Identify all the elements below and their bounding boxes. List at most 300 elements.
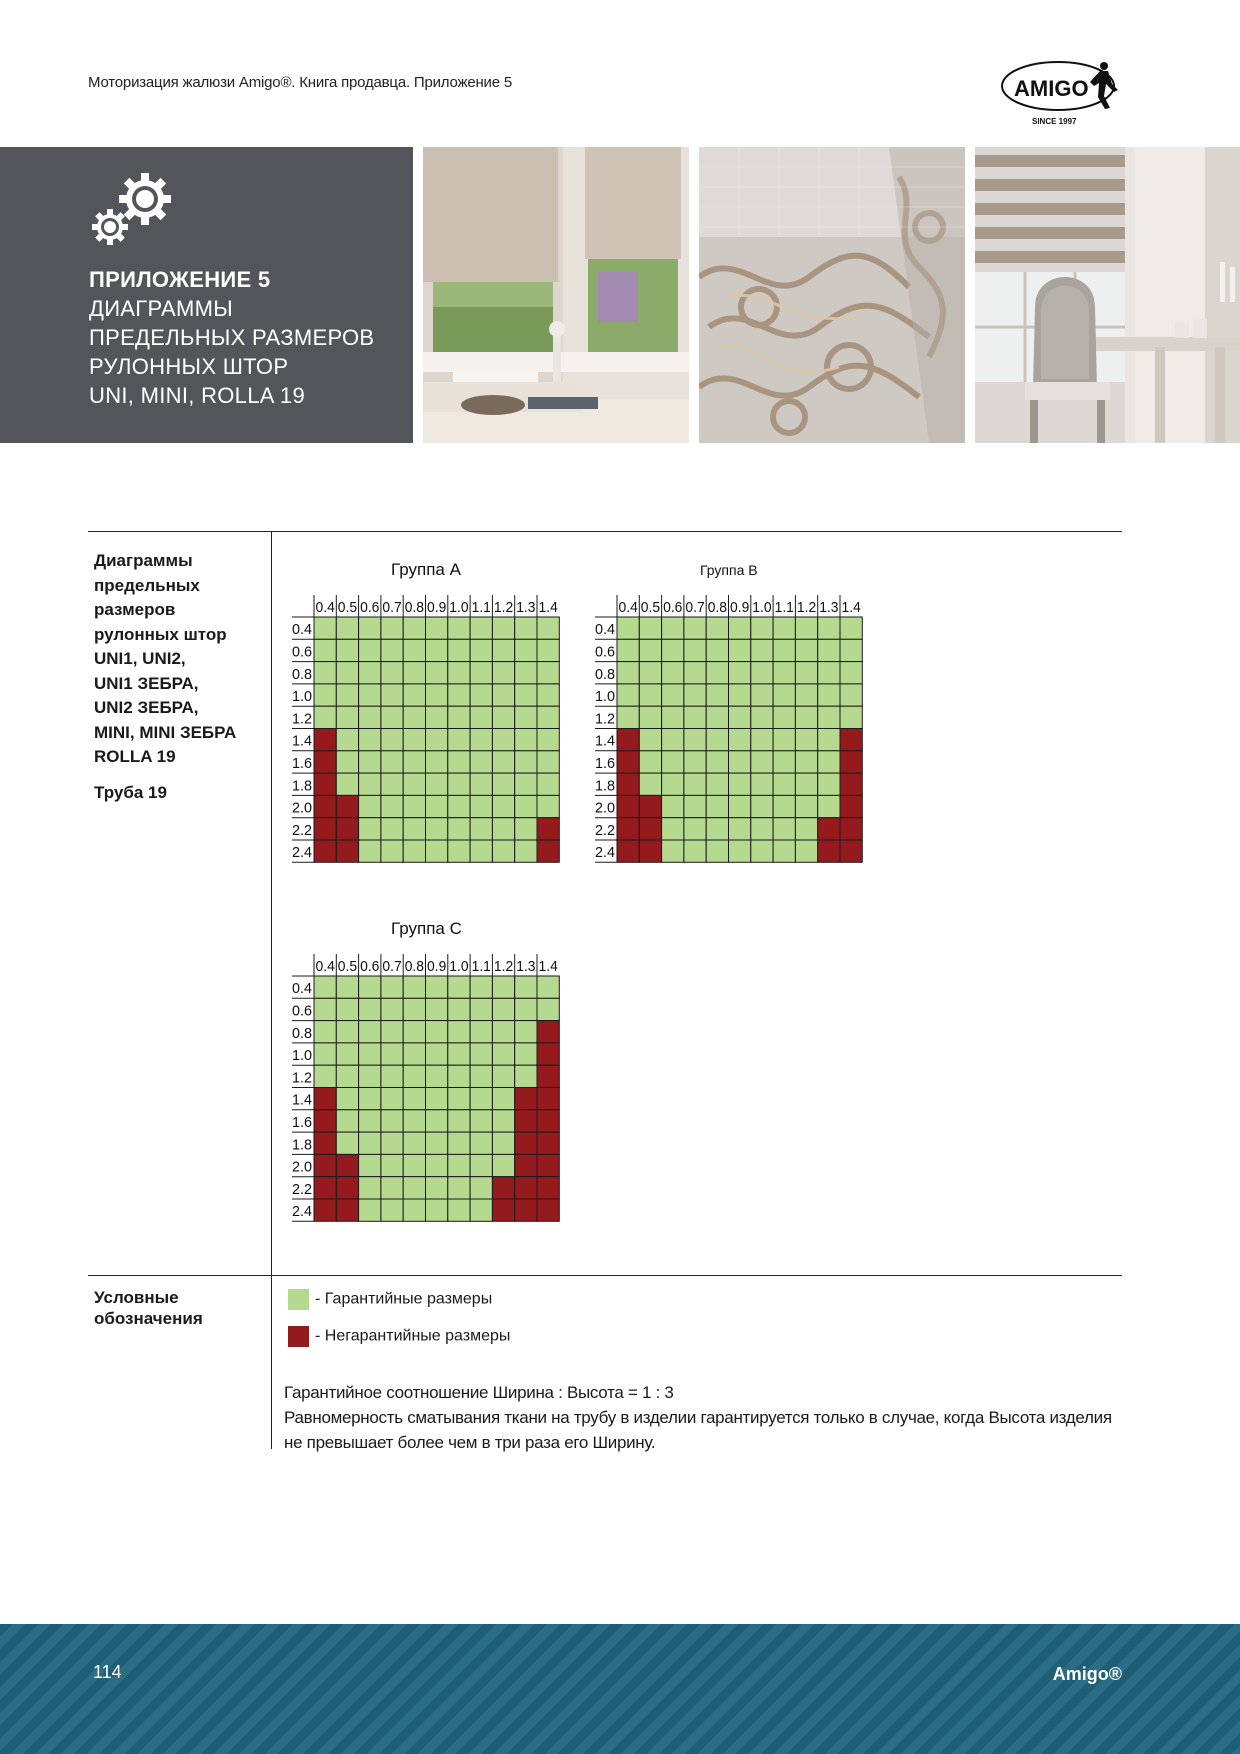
heatmap-cell <box>359 1177 381 1199</box>
heatmap-cell <box>403 684 425 706</box>
heatmap-cell <box>729 751 751 773</box>
heatmap-cell <box>426 1132 448 1154</box>
heatmap-cell <box>617 639 639 661</box>
column-label: 1.1 <box>774 599 794 616</box>
sidebar-line-8: MINI, MINI ЗЕБРА <box>94 722 237 742</box>
heatmap-cell <box>314 1021 336 1043</box>
heatmap-cell <box>314 795 336 817</box>
section-top-rule <box>88 531 1122 532</box>
heatmap-cell <box>448 662 470 684</box>
photo-roller-blinds-room <box>423 147 689 443</box>
heatmap-cell <box>381 818 403 840</box>
chart-title: Группа В <box>700 562 758 578</box>
heatmap-cell <box>448 976 470 998</box>
row-label: 2.2 <box>292 821 312 839</box>
heatmap-cell <box>492 998 514 1020</box>
heatmap-cell <box>684 662 706 684</box>
heatmap-cell <box>336 1088 358 1110</box>
row-label: 2.0 <box>595 799 615 817</box>
heatmap-cell <box>729 818 751 840</box>
heatmap-cell <box>336 1199 358 1221</box>
banner-title-line-1: ПРИЛОЖЕНИЕ 5 <box>89 267 271 292</box>
heatmap-cell <box>537 639 559 661</box>
heatmap-cell <box>662 773 684 795</box>
heatmap-cell <box>773 639 795 661</box>
column-label: 1.0 <box>752 599 772 616</box>
heatmap-cell <box>818 684 840 706</box>
heatmap-cell <box>448 1132 470 1154</box>
heatmap-cell <box>840 773 862 795</box>
heatmap-cell <box>751 639 773 661</box>
heatmap-cell <box>773 617 795 639</box>
heatmap-cell <box>706 818 728 840</box>
heatmap-cell <box>515 662 537 684</box>
banner-title-line-4: РУЛОННЫХ ШТОР <box>89 354 289 379</box>
heatmap-cell <box>403 1088 425 1110</box>
column-label: 0.5 <box>640 599 661 616</box>
row-label: 2.2 <box>292 1180 312 1198</box>
heatmap-cell <box>492 1110 514 1132</box>
heatmap-cell <box>403 976 425 998</box>
heatmap-cell <box>426 818 448 840</box>
heatmap-cell <box>751 662 773 684</box>
heatmap-cell <box>639 684 661 706</box>
row-label: 2.0 <box>292 799 312 817</box>
column-label: 1.1 <box>471 599 491 616</box>
heatmap-cell <box>617 840 639 862</box>
heatmap-cell <box>426 1065 448 1087</box>
photo-zebra-blinds-dining <box>975 147 1240 443</box>
heatmap-cell <box>662 840 684 862</box>
heatmap-cell <box>381 1043 403 1065</box>
heatmap-cell <box>537 998 559 1020</box>
photo-lace-fabric <box>699 147 965 443</box>
legend-item-guaranteed <box>288 1289 492 1310</box>
heatmap-cell <box>840 729 862 751</box>
ratio-note-line-2: Равномерность сматывания ткани на трубу в изделии гарантируется только в случае, когда Высота изделия <box>284 1408 1112 1427</box>
heatmap-cell <box>662 751 684 773</box>
heatmap-cell <box>470 751 492 773</box>
row-label: 1.2 <box>292 1069 312 1087</box>
heatmap-cell <box>795 684 817 706</box>
column-label: 0.4 <box>315 599 335 616</box>
heatmap-cell <box>773 729 795 751</box>
heatmap-cell <box>751 706 773 728</box>
heatmap-cell <box>314 818 336 840</box>
heatmap-cell <box>470 617 492 639</box>
page-footer <box>0 1624 1240 1754</box>
heatmap-cell <box>426 684 448 706</box>
heatmap-cell <box>684 684 706 706</box>
heatmap-cell <box>403 1110 425 1132</box>
heatmap-cell <box>336 1132 358 1154</box>
heatmap-cell <box>818 729 840 751</box>
chart-title: Группа С <box>391 919 462 938</box>
heatmap-cell <box>662 662 684 684</box>
sidebar-line-9: ROLLA 19 <box>94 747 176 766</box>
heatmap-cell <box>426 976 448 998</box>
heatmap-cell <box>617 706 639 728</box>
heatmap-cell <box>795 840 817 862</box>
heatmap-cell <box>751 773 773 795</box>
heatmap-cell <box>706 684 728 706</box>
heatmap-cell <box>403 639 425 661</box>
heatmap-cell <box>773 773 795 795</box>
column-label: 0.8 <box>404 958 424 975</box>
heatmap-cell <box>448 1021 470 1043</box>
heatmap-cell <box>840 818 862 840</box>
heatmap-cell <box>359 1132 381 1154</box>
heatmap-cell <box>314 998 336 1020</box>
heatmap-cell <box>448 1043 470 1065</box>
heatmap-cell <box>840 684 862 706</box>
legend-title-line-2: обозначения <box>94 1309 203 1328</box>
heatmap-cell <box>639 617 661 639</box>
heatmap-cell <box>492 976 514 998</box>
heatmap-cell <box>381 1132 403 1154</box>
ratio-note <box>284 1380 1124 1455</box>
heatmap-cell <box>403 840 425 862</box>
heatmap-cell <box>314 1110 336 1132</box>
heatmap-cell <box>492 617 514 639</box>
heatmap-cell <box>492 1043 514 1065</box>
heatmap-cell <box>706 617 728 639</box>
heatmap-cell <box>470 998 492 1020</box>
heatmap-cell <box>426 1154 448 1176</box>
row-label: 1.4 <box>595 732 615 750</box>
heatmap-cell <box>537 1088 559 1110</box>
heatmap-cell <box>537 1177 559 1199</box>
column-label: 0.7 <box>685 599 705 616</box>
row-label: 0.8 <box>292 1024 312 1042</box>
sidebar-line-4: рулонных штор <box>94 624 227 644</box>
heatmap-cell <box>684 795 706 817</box>
heatmap-cell <box>314 684 336 706</box>
heatmap-cell <box>381 840 403 862</box>
heatmap-cell <box>448 751 470 773</box>
heatmap-cell <box>639 639 661 661</box>
column-label: 1.2 <box>493 599 514 616</box>
heatmap-cell <box>336 1021 358 1043</box>
heatmap-cell <box>359 684 381 706</box>
heatmap-cell <box>314 1154 336 1176</box>
heatmap-cell <box>684 706 706 728</box>
row-label: 1.8 <box>595 777 615 795</box>
heatmap-cell <box>840 706 862 728</box>
heatmap-cell <box>336 998 358 1020</box>
sidebar-line-7: UNI2 ЗЕБРА, <box>94 698 199 717</box>
heatmap-cell <box>751 729 773 751</box>
heatmap-cell <box>470 1132 492 1154</box>
heatmap-cell <box>470 795 492 817</box>
heatmap-cell <box>359 751 381 773</box>
heatmap-cell <box>515 795 537 817</box>
heatmap-cell <box>684 729 706 751</box>
heatmap-cell <box>492 729 514 751</box>
heatmap-cell <box>492 684 514 706</box>
column-label: 1.0 <box>449 599 469 616</box>
heatmap-cell <box>336 1110 358 1132</box>
heatmap-cell <box>492 1199 514 1221</box>
heatmap-cell <box>537 818 559 840</box>
heatmap-cell <box>492 706 514 728</box>
heatmap-cell <box>795 795 817 817</box>
heatmap-cell <box>381 729 403 751</box>
column-label: 0.8 <box>404 599 424 616</box>
heatmap-cell <box>403 998 425 1020</box>
legend-title-line-1: Условные <box>94 1288 179 1307</box>
heatmap-cell <box>617 617 639 639</box>
sidebar-line-5: UNI1, UNI2, <box>94 649 186 668</box>
heatmap-cell <box>795 818 817 840</box>
heatmap-cell <box>729 706 751 728</box>
heatmap-cell <box>639 840 661 862</box>
heatmap-cell <box>359 1110 381 1132</box>
heatmap-cell <box>706 706 728 728</box>
legend-label-non-guaranteed: - Негарантийные размеры <box>315 1327 511 1345</box>
page-number: 114 <box>93 1662 122 1682</box>
heatmap-cell <box>403 1177 425 1199</box>
heatmap-cell <box>662 639 684 661</box>
row-label: 0.4 <box>292 980 312 998</box>
heatmap-cell <box>381 706 403 728</box>
heatmap-cell <box>381 751 403 773</box>
sidebar-line-3: размеров <box>94 600 176 619</box>
column-label: 1.3 <box>516 599 536 616</box>
heatmap-cell <box>729 684 751 706</box>
heatmap-cell <box>426 1021 448 1043</box>
heatmap-cell <box>515 684 537 706</box>
row-label: 2.2 <box>595 821 615 839</box>
heatmap-cell <box>403 773 425 795</box>
heatmap-cell <box>336 639 358 661</box>
heatmap-cell <box>492 1088 514 1110</box>
heatmap-cell <box>403 1043 425 1065</box>
heatmap-cell <box>381 1154 403 1176</box>
heatmap-cell <box>537 729 559 751</box>
heatmap-cell <box>662 729 684 751</box>
heatmap-cell <box>537 795 559 817</box>
heatmap-cell <box>515 773 537 795</box>
heatmap-cell <box>795 751 817 773</box>
heatmap-grid <box>288 556 560 866</box>
heatmap-cell <box>381 662 403 684</box>
heatmap-cell <box>751 818 773 840</box>
heatmap-cell <box>840 795 862 817</box>
heatmap-cell <box>515 1177 537 1199</box>
heatmap-cell <box>448 773 470 795</box>
column-label: 1.1 <box>471 958 491 975</box>
heatmap-cell <box>381 1088 403 1110</box>
heatmap-cell <box>840 662 862 684</box>
logo-since: SINCE 1997 <box>1032 117 1077 126</box>
heatmap-cell <box>515 1065 537 1087</box>
heatmap-cell <box>314 840 336 862</box>
heatmap-cell <box>336 1065 358 1087</box>
heatmap-cell <box>403 706 425 728</box>
heatmap-cell <box>492 818 514 840</box>
heatmap-cell <box>359 1199 381 1221</box>
legend-title <box>94 1287 254 1329</box>
heatmap-cell <box>448 1177 470 1199</box>
heatmap-cell <box>470 1021 492 1043</box>
heatmap-cell <box>537 1065 559 1087</box>
heatmap-cell <box>448 818 470 840</box>
heatmap-cell <box>617 818 639 840</box>
footer-brand: Amigo® <box>1052 1664 1122 1684</box>
heatmap-cell <box>470 1088 492 1110</box>
heatmap-cell <box>617 662 639 684</box>
heatmap-cell <box>840 639 862 661</box>
heatmap-cell <box>537 662 559 684</box>
column-label: 0.4 <box>618 599 638 616</box>
banner-title <box>89 265 374 410</box>
legend-swatch-red <box>288 1326 309 1347</box>
heatmap-cell <box>403 1199 425 1221</box>
heatmap-cell <box>314 1132 336 1154</box>
heatmap-cell <box>515 617 537 639</box>
heatmap-cell <box>492 840 514 862</box>
column-label: 1.0 <box>449 958 469 975</box>
heatmap-cell <box>515 1154 537 1176</box>
heatmap-cell <box>706 795 728 817</box>
heatmap-cell <box>515 706 537 728</box>
heatmap-cell <box>359 617 381 639</box>
heatmap-cell <box>359 818 381 840</box>
row-label: 1.8 <box>292 777 312 795</box>
heatmap-cell <box>773 818 795 840</box>
heatmap-cell <box>515 1110 537 1132</box>
heatmap-cell <box>381 1110 403 1132</box>
heatmap-cell <box>314 639 336 661</box>
heatmap-cell <box>795 773 817 795</box>
heatmap-cell <box>818 840 840 862</box>
heatmap-cell <box>359 729 381 751</box>
heatmap-cell <box>448 840 470 862</box>
heatmap-cell <box>684 617 706 639</box>
heatmap-cell <box>336 706 358 728</box>
heatmap-cell <box>359 706 381 728</box>
heatmap-cell <box>470 1177 492 1199</box>
column-label: 1.4 <box>538 599 558 616</box>
column-label: 0.4 <box>315 958 335 975</box>
heatmap-cell <box>426 795 448 817</box>
heatmap-cell <box>515 840 537 862</box>
heatmap-cell <box>336 662 358 684</box>
heatmap-cell <box>381 1177 403 1199</box>
heatmap-cell <box>314 1065 336 1087</box>
heatmap-cell <box>426 1199 448 1221</box>
heatmap-cell <box>773 795 795 817</box>
column-label: 1.3 <box>516 958 536 975</box>
row-label: 2.4 <box>292 1203 312 1221</box>
heatmap-cell <box>426 751 448 773</box>
row-label: 1.2 <box>595 710 615 728</box>
heatmap-cell <box>336 617 358 639</box>
heatmap-cell <box>314 1088 336 1110</box>
row-label: 0.4 <box>292 621 312 639</box>
row-label: 2.4 <box>595 844 615 862</box>
legend-swatch-green <box>288 1289 309 1310</box>
column-label: 1.4 <box>538 958 558 975</box>
row-label: 1.0 <box>595 688 615 706</box>
heatmap-cell <box>515 1043 537 1065</box>
heatmap-cell <box>515 1088 537 1110</box>
heatmap-cell <box>662 818 684 840</box>
logo-text: AMIGO <box>1014 76 1089 101</box>
heatmap-cell <box>403 617 425 639</box>
amigo-logo <box>1000 56 1126 130</box>
heatmap-cell <box>840 751 862 773</box>
heatmap-cell <box>492 795 514 817</box>
row-label: 2.0 <box>292 1158 312 1176</box>
heatmap-cell <box>684 840 706 862</box>
heatmap-cell <box>773 706 795 728</box>
heatmap-cell <box>448 1199 470 1221</box>
heatmap-cell <box>617 729 639 751</box>
heatmap-cell <box>314 751 336 773</box>
heatmap-cell <box>515 1132 537 1154</box>
heatmap-cell <box>448 795 470 817</box>
heatmap-cell <box>470 1065 492 1087</box>
row-label: 0.6 <box>595 643 615 661</box>
heatmap-cell <box>492 773 514 795</box>
heatmap-cell <box>492 1065 514 1087</box>
heatmap-cell <box>751 684 773 706</box>
heatmap-cell <box>684 773 706 795</box>
heatmap-cell <box>492 639 514 661</box>
heatmap-cell <box>706 773 728 795</box>
heatmap-cell <box>470 706 492 728</box>
heatmap-cell <box>426 662 448 684</box>
heatmap-cell <box>381 1199 403 1221</box>
heatmap-cell <box>470 729 492 751</box>
heatmap-cell <box>706 729 728 751</box>
heatmap-cell <box>314 706 336 728</box>
sidebar-description <box>94 549 254 805</box>
banner-title-line-3: ПРЕДЕЛЬНЫХ РАЗМЕРОВ <box>89 325 375 350</box>
heatmap-cell <box>470 662 492 684</box>
heatmap-cell <box>359 840 381 862</box>
column-label: 0.6 <box>663 599 683 616</box>
heatmap-cell <box>706 751 728 773</box>
heatmap-cell <box>314 662 336 684</box>
heatmap-cell <box>403 751 425 773</box>
heatmap-cell <box>470 1110 492 1132</box>
heatmap-cell <box>359 998 381 1020</box>
heatmap-cell <box>515 976 537 998</box>
column-label: 0.5 <box>337 958 358 975</box>
heatmap-cell <box>706 840 728 862</box>
heatmap-cell <box>639 729 661 751</box>
heatmap-cell <box>706 662 728 684</box>
heatmap-cell <box>515 998 537 1020</box>
heatmap-cell <box>359 773 381 795</box>
heatmap-cell <box>795 639 817 661</box>
heatmap-cell <box>684 818 706 840</box>
document-header-title: Моторизация жалюзи Amigo®. Книга продавца. Приложение 5 <box>88 74 512 91</box>
heatmap-cell <box>840 840 862 862</box>
heatmap-cell <box>470 840 492 862</box>
heatmap-cell <box>403 662 425 684</box>
column-label: 0.9 <box>427 958 447 975</box>
heatmap-cell <box>795 662 817 684</box>
heatmap-cell <box>448 1065 470 1087</box>
heatmap-cell <box>448 1088 470 1110</box>
heatmap-cell <box>773 840 795 862</box>
heatmap-cell <box>818 773 840 795</box>
heatmap-cell <box>314 1043 336 1065</box>
